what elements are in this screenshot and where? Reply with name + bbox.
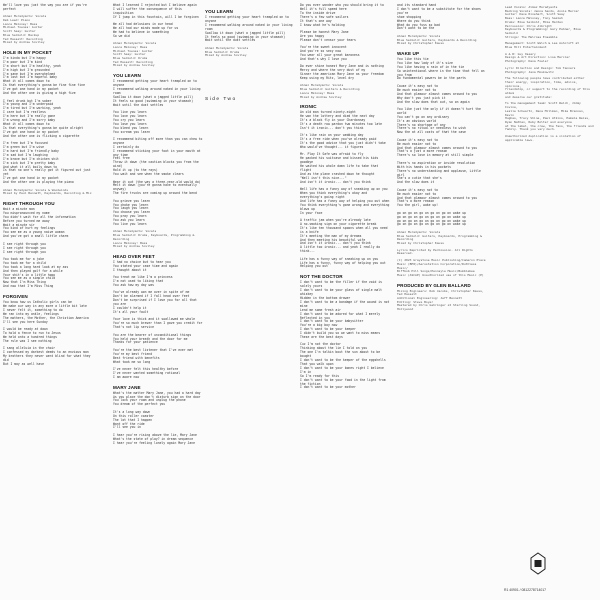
column-4 [300,4,390,596]
lyrics-paragraph: I would be ready at dawn To hold a fence to run to Jesus We held onto a hundred things The rule was I see nothing [3,327,61,343]
song-title: IRONIC [300,104,317,110]
lyrics-paragraph: You are the bearer of unconditional things You held your breath and the door for me Thanks for your patience [113,332,192,345]
song-title: FORGIVEN [3,294,28,300]
lyrics-paragraph: and its standard hand I don't want to be a substitute for the shoes you're shoe shopping Where do you think What do you fuss so bad Don't want to be the [397,3,481,31]
lyrics-paragraph: I feel drunk but I'm sober I'm young and I'm underpaid I'm tired but I'm working, yeah I care but I'm restless I'm here but I'm really gone I'm wrong and I'm sorry baby What it all comes down to Is that everything's gonna be quite alright I've got one hand in my pocket And the other one is flicking a cigarette [3,98,84,138]
lyrics-paragraph: You've already won me over in spite of me Don't be alarmed if I fall head over feet Don't be surprised if I love you for all that you are I couldn't help it It's all your fault [113,290,197,314]
lyrics-paragraph: What's the matter Mary Jane, you had a hard day As you place the don't disturb sign on the door You lock your room and unplug the phone You dream of the perfect you [113,390,201,407]
lyrics-paragraph: What I learned I rejected but I believe again I will suffer the consequence of this inquisition If I jump in this fountain, will I be forgiven [113,3,199,19]
lyrics-paragraph: It's a long way down On this roller coaster The lot that I happen Want off the ride I'll see you in [113,409,154,430]
lyrics-paragraph: Well life has a funny way of sneaking up on you When you think everything's okay and everything's going right And life has a funny way of helping you out when You think everything's gone wrong and everything blows up In your face [300,187,390,215]
lyrics-paragraph: I'm kinda but I'm happy I'm poor but I'm kind I'm short but I'm healthy, yeah I'm high but I'm grounded I'm sane but I'm overwhelmed I'm lost but I'm hopeful baby What it all comes down to Is that everything's gonna be fine fine fine I've got one hand in my pocket And the other one is giving a high five [3,55,85,96]
lyrics-paragraph: Cuz I'm not the doctor Thinking about the lie I told on you The one I'm talkin bout the sun about to be bought I don't want to be the keeper of the eggshells That you walk upon I don't want to be your bones right I believe I'm in So I'm ready for this I don't want to be your food in the light from the fiction I don't want to be your mother [300,342,386,390]
credits-block: To the management team: Scott Welch, Jimmy Iovine, Leslie Schwartz, Dana Millman, Mike Brennan, Kevin Hughes, Tracy Shine, Paul Atkins, Pamela Weiss, Ryan Nathan, Ruby Bolter and everyone at the label, the crew, the fans, the friends and family. Thank you very much. [505,101,594,132]
lyrics-paragraph: It's like rain on your wedding day It's a free ride when you've already paid It's the good advice that you just didn't take Who would've thought... it figures [300,133,386,149]
lyrics-paragraph: A traffic jam when you're already late A no-smoking sign on your cigarette break It's like ten thousand spoons when all you need is a knife It's meeting the man of my dreams And then meeting his beautiful wife And isn't it ironic... don't you think A little too ironic... and yeah I really do think... [300,217,388,254]
song-title: YOU LEARN [205,9,233,14]
lyrics-paragraph: Your love is thick and it swallowed me whole You're so much braver than I gave you credit for That's not lip service [113,317,203,330]
credits-block: Almaz Muradyants: Vocals Blue Seibold: Drums, Keyboards, Programming & Recording Lance Maloney: Bass Mixed by Andrew Sculley [113,229,195,249]
column-6 [505,4,595,596]
lyrics-paragraph: I hear you're rising above the lie, Mary Jane What's the state of play? in dream sequence I hear you're feeling lonely again Mary Jane [113,432,197,445]
credits-block: Lead Vocals: Almaz Muradyants Backing Vocals: Jenna Sands, Annie Mercer Guitar: Dave Rinehart, Scott Seay Bass: Lance Maloney, Tony Saaleh Drums: Blue Seibold, Mike Harden Percussion: Chris Albright Keyboards & Programming: Gary Palmer, Blue Seibold Strings: The Melrose Ensemble [505,5,581,39]
song-title: WAKE UP [397,50,420,56]
lyrics-paragraph: You're the best listener that I've ever met You're my best friend Best friend with benefits What took me so long [113,347,194,364]
lyrics-paragraph: Cause it's easy not to Be much easier not to And that glamour almost comes around to you That's a more reason You the girl, wake up! [397,187,478,208]
credits-block: Almaz Muradyants: Vocals Blue Seibold: Guitars & Recording Lance Maloney: Bass Mixed by Andrew Sculley [300,83,360,99]
lyrics-paragraph: Please be honest Mary Jane Are you happy Please don't censor your tears [300,29,356,42]
lyrics-paragraph: You live you learn You love you learn You cry you learn You lose you learn You bleed you learn You scream you learn [113,110,151,134]
song-title: NOT THE DOCTOR [300,274,343,280]
credits-block: Almaz Muradyants: Vocals Blue Seibold: Drums Mixed by Andrew Sculley [205,45,249,58]
credits-block: Management: Scott Welch & Lee Ashcroft at Blue Hill Entertainment [505,41,580,50]
lyrics-paragraph: You're the sweet innocent And you're so sexy now You wear all your great baroness And that's why I love you [300,45,360,61]
credits-block: Lyrics Reprinted by Permission. All Rights Reserved. [397,247,475,256]
credits-block: (C) 2023 Graystone Music Publishing/Cameron Place Music (BMI)/Aerostation Corporation/Ruthless Music/ Biffbob Hill Songs/Pennsyle Music/Bumblebee Music (ASCAP) Unauthorized use of this Music (P) [397,258,486,277]
song-title: YOU LEARN [113,73,141,79]
lyrics-paragraph: You like just the only if it doesn't hurt the world You can't go on any ordinary It's an obvious world There's no shortage of any There's no ritual or needless to wish Now the at all costs of that the case [397,106,481,135]
credits-block: Lyric Direction and Design: Tom Tanners Photography: Jana Moskowitz [505,65,576,74]
lyrics-paragraph: We all had delusions in our head We all had our minds made up for us We had to believe in something So we did [113,22,179,38]
lyrics-paragraph: You treat me like I'm a princess I'm not used to liking that You ask how my day was [113,275,173,288]
lyrics-paragraph: Cause it's easy not to Be much easier not to And that glamour almost comes around to you Why don't you just pick it And the slow does that out, so on again [397,83,478,104]
lyrics-paragraph: An old man turned ninety-eight He won the lottery and died the next day It's a black fly in your Chardonnay It's a death row pardon two minutes too late Isn't it ironic... don't you think [300,110,382,130]
lyrics-paragraph: I see right through you I see right through you I see right through you [3,241,46,254]
credits-block: Almaz Muradyants: Vocals Blue Seibold: Guitars, Keyboards, Programming & Recording Mixed by Christopher Kauss [397,229,482,245]
song-title: HEAD OVER FEET [113,254,155,259]
song-title: HOLE IN MY POCKET [3,49,52,55]
lyrics-paragraph: Mr. Play It Safe was afraid to fly He packed his suitcase and kissed his kids goodbye He waited his whole damn life to take that flight And as the plane crashed down he thought "Well isn't this nice..." And isn't it ironic... don't you think [300,152,379,184]
lyrics-paragraph: Life has a funny way of sneaking up on you Life has a funny, funny way of helping you out Helping you out [300,256,386,269]
song-title: RIGHT THROUGH YOU [3,200,55,206]
song-title: MARY JANE [113,384,141,390]
credits-block: A & R: Guy Oseary Design & Art Direction: Lisa Mercier Photography: Dana Fowler [505,51,571,64]
lyrics-paragraph: We'll love you just the way you are if you're perfect [3,3,89,11]
lyrics-paragraph: Do ever shine honest Mary Jane and is nothing Mercy and where the very dust of my Sinner the american Mary Jane as your freedom Keep using my Ritz, level dry [300,64,384,80]
column-3 [205,4,295,596]
credits-block: Almaz Muradyants: Vocals Blue Seibold: Guitars, Keyboards & Recording Mixed by Christopher Kauss [397,33,477,46]
credits-block: Almaz Muradyants: Vocals Lance Maloney: Bass Michael Townes: Guitar Scott Seay: Guitar Blue Seibold: Drums Ted Hasselt: Recording Mixed by Andrew Sculley [113,41,157,68]
credits-block: The following people have contributed either their energy, inspiration, time, advice, opinions, friendship, or support to the recording of this album and deserve our gratitude: [505,76,590,99]
column-5 [397,4,487,596]
lyrics-paragraph: Wear it out (the way a three-year-old would do) Melt it down (you're gonna have to eventually anyway) The fire trucks are coming up around the bend [113,179,201,196]
credits-block: Unauthorized duplication is a violation of applicable laws. [505,134,583,142]
lyrics-paragraph: I don't want to be the filler if the void is solely yours I don't want to be your glass of single malt whiskey Hidden in the bottom drawer I don't want to be a bandage if the wound is not mine Lend me some fresh air I don't want to be adored for what I merely Reflected in you I don't want to be your babysitter You're a big boy now I don't want to be your keeper I didn't build you so we want to miss means These are the best days [300,280,390,340]
song-title: PRODUCED BY GLEN BALLARD [397,282,471,288]
lyrics-paragraph: I've never felt this healthy before I've never wanted something rational I am aware now [113,366,181,379]
catalog-number: R1 40901 / 0812278714017 [504,588,547,592]
lyrics-paragraph: You grieve you learn You choke you learn You laugh you learn You choose you learn You pray you learn You ask you learn You live you learn [113,198,151,227]
lyrics-paragraph: There's no aspiration or inside resolution With his hands in his pockets There's no understanding and applause, Little girl She's a cutie that she's And the slow does it [397,160,481,185]
record-label-logo-icon [530,552,546,576]
lyrics-paragraph: Do you ever wonder who you should bring it to Well it's full speed here To the inside drive There's a few safe sailors It that's one way I know what he's holding [300,3,384,27]
lyrics-paragraph: I had no choice but to hear you You stated your case time and again I thought about it [113,260,179,272]
lyrics-paragraph: Cause it's easy not to Be much easier not to And that glamour almost comes around to you That's a just a more reason There's so love in memory at still simple [397,137,478,158]
column-1 [3,4,93,596]
lyrics-paragraph: You took me for a joke You took me for a child You took a long hard look at my ass And then played golf for a while Your shit's in a little hoop You see me as a simple child Now that I'm Miss Thing And now that I'm Miss Thing [3,256,69,289]
lyrics-paragraph: Wait a minute man You mispronounced my name You didn't wait for all the information Before you turned me away Wait a minute sir You kind of hurt my feelings You see me as a young naive woman And you've got a small little charm [3,206,76,239]
lyrics-paragraph: You know how us Catholic girls can be We make our way in any more a little bit late I never felt it, something to do We ran into my ankle, feelings The mothers, the Mother, the Christian America I'll see you here Sunday [3,300,89,324]
lyrics-paragraph: I recommend biting off more than you can chew to anyone I certainly do I recommend sticking your foot in your mouth at any time Feel free Throw it down (the caution blocks you from the wind) Hold it up (to the rays) You wait and see when the smoke clears [113,136,203,177]
lyrics-paragraph: I recommend getting your heart trampled on to anyone I recommend walking around naked in your living room Swallow it down (what a jagged little pill) It feels so good (swimming in your stomach) Wait until the dust settles [205,15,293,43]
lyrics-paragraph: I'm free but I'm focused I'm green but I'm wise I'm hard but I'm friendly baby I'm sad but I'm laughing I'm brave but I'm chicken shit I'm sick but I'm pretty baby And what it all boils down to Is that no one's really got it figured out just yet I've got one hand in my pocket And the other one is playing the piano [3,141,91,185]
lyrics-paragraph: I sang alleluia in the choir I confessed my darkest deeds to an envious man My brothers they never went blind for what they did But I may as well have [3,346,91,366]
side-label: Side Two [205,97,237,102]
lyrics-paragraph: You like this tie You like how lady of it's size You like having a rain of in the tie So unintentional where in the time that fell on you from Do fundamental powers be in the parts [397,56,485,81]
credits-block: Mixing Engineers: Rob Jacobs, Christopher Kauss, Ted Hasselt Additional Engineering: Jeff Bennett Editing: Steve Boyer Mastered by Chris Gehringer at Sterling Sound, Hollywood [397,288,484,312]
lyrics-paragraph: I recommend getting your heart trampled on to anyone I recommend walking around naked in your living room Swallow it down (what a jagged little pill) It feels so good (swimming in your stomach) Wait until the dust settles [113,79,201,107]
lyrics-paragraph: go on go on go on go on go on wake up go on go on go on go on go on wake up go on go on go on go on go on wake up go on go on go on go on go on wake up [397,210,466,227]
column-2 [113,4,203,596]
credits-block: Almaz Muradyants: Vocals Deb Leed: Piano Lance Maloney: Bass Michael Townes: Guitar Scott Seay: Guitar Blue Seibold: Backup Ted Hasselt: Recording Mixed by Andrew Sculley [3,14,47,45]
credits-block: Almaz Muradyants: Vocals & Woodwinds Mixed by Paul Bennett, Keyboards, Recording & Mix [3,187,92,196]
